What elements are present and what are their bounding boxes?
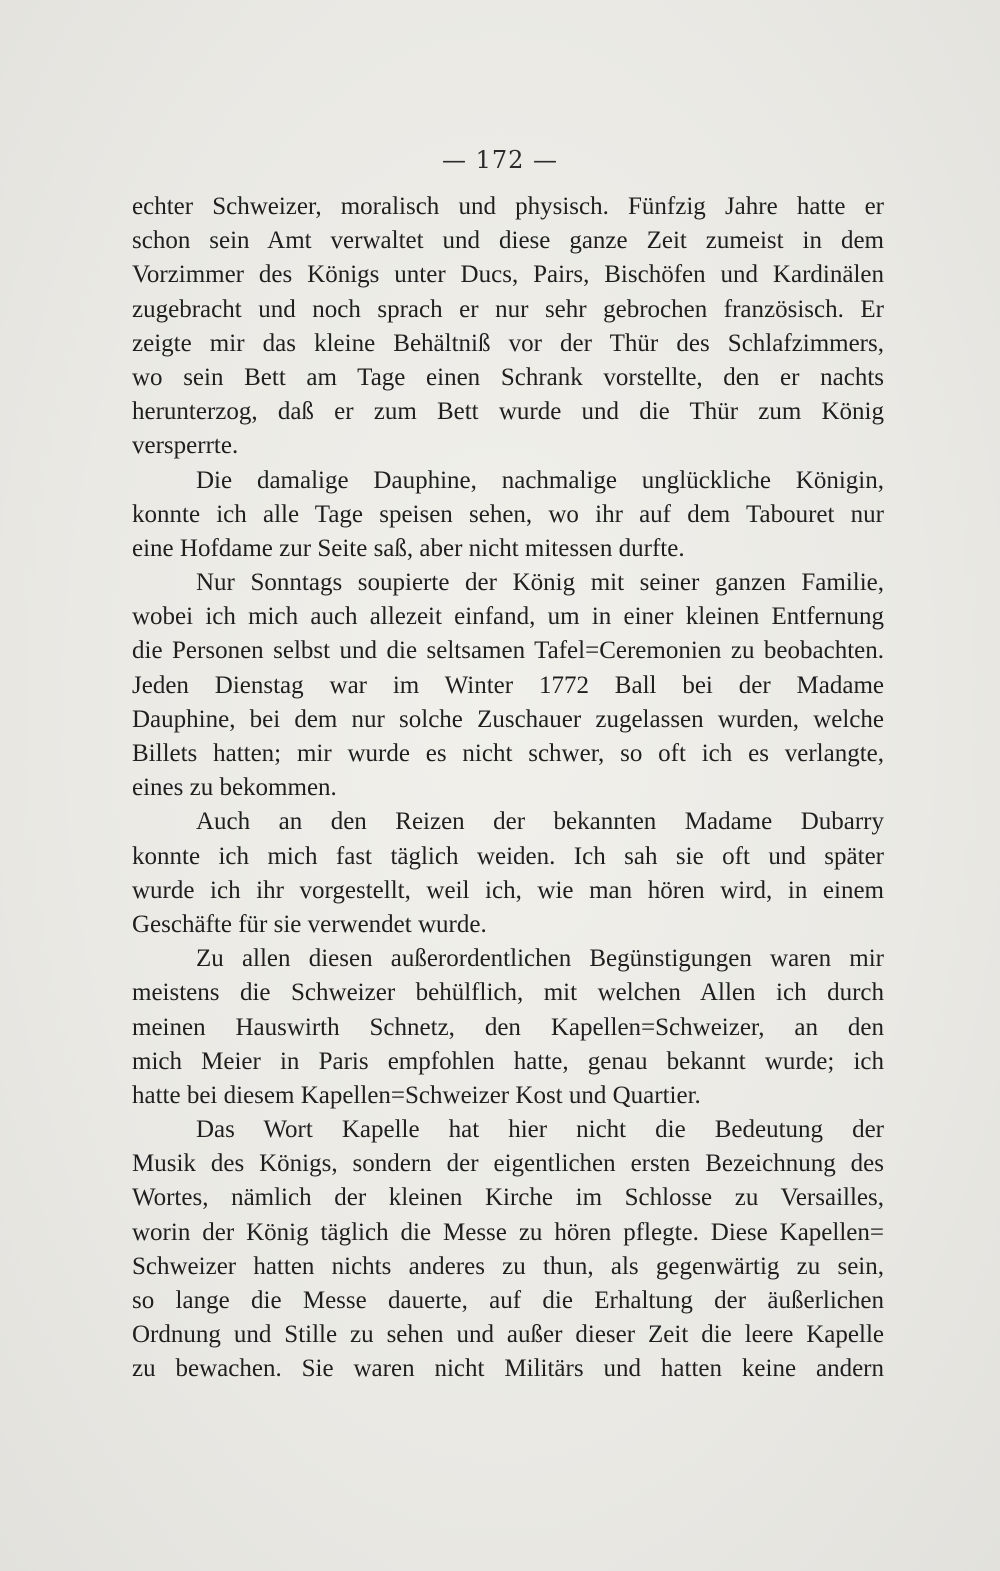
text-line: zugebracht und noch sprach er nur sehr gebrochen französisch. Er [132,295,884,323]
text-line: herunterzog, daß er zum Bett wurde und die Thür zum König [132,398,884,426]
text-line: konnte ich mich fast täglich weiden. Ich sah sie oft und später [132,842,884,870]
text-line: Dauphine, bei dem nur solche Zuschauer zugelassen wurden, welche [132,705,884,733]
text-line: wo sein Bett am Tage einen Schrank vorstellte, den er nachts [132,363,884,391]
text-line: echter Schweizer, moralisch und physisch. Fünfzig Jahre hatte er [132,193,884,220]
text-line: Auch an den Reizen der bekannten Madame Dubarry [196,808,884,836]
text-line: zu bewachen. Sie waren nicht Militärs und hatten keine andern [132,1355,884,1383]
text-line: Ordnung und Stille zu sehen und außer dieser Zeit die leere Kapelle [132,1321,884,1349]
text-line: versperrte. [132,432,239,460]
text-line: mich Meier in Paris empfohlen hatte, genau bekannt wurde; ich [132,1047,884,1075]
text-line: die Personen selbst und die seltsamen Tafel=Ceremonien zu beobachten. [132,637,884,665]
text-line: Musik des Königs, sondern der eigentlichen ersten Bezeichnung des [132,1150,884,1178]
text-line: Wortes, nämlich der kleinen Kirche im Schlosse zu Versailles, [132,1184,884,1212]
text-line: Das Wort Kapelle hat hier nicht die Bedeutung der [196,1116,884,1144]
text-line: Vorzimmer des Königs unter Ducs, Pairs, Bischöfen und Kardinälen [132,261,884,289]
text-line: worin der König täglich die Messe zu hören pflegte. Diese Kapellen= [132,1218,884,1246]
text-line: wobei ich mich auch allezeit einfand, um in einer kleinen Entfernung [132,603,884,631]
text-line: Zu allen diesen außerordentlichen Begünstigungen waren mir [196,945,884,973]
text-line: konnte ich alle Tage speisen sehen, wo ihr auf dem Tabouret nur [132,500,884,528]
text-line: meistens die Schweizer behülflich, mit welchen Allen ich durch [132,979,884,1007]
text-line: eines zu bekommen. [132,774,337,802]
text-line: eine Hofdame zur Seite saß, aber nicht mitessen durfte. [132,534,685,562]
text-line: Schweizer hatten nichts anderes zu thun, als gegenwärtig zu sein, [132,1252,884,1280]
text-line: Die damalige Dauphine, nachmalige unglückliche Königin, [196,466,884,494]
text-line: Geschäfte für sie verwendet wurde. [132,910,487,938]
text-line: schon sein Amt verwaltet und diese ganze Zeit zumeist in dem [132,227,884,255]
text-line: Nur Sonntags soupierte der König mit seiner ganzen Familie, [196,569,884,597]
text-line: zeigte mir das kleine Behältniß vor der Thür des Schlafzimmers, [132,329,884,357]
body-text [132,190,884,1387]
text-line: hatte bei diesem Kapellen=Schweizer Kost und Quartier. [132,1081,701,1109]
text-line: Jeden Dienstag war im Winter 1772 Ball bei der Madame [132,671,884,699]
text-line: so lange die Messe dauerte, auf die Erhaltung der äußerlichen [132,1287,884,1314]
text-line: Billets hatten; mir wurde es nicht schwer, so oft ich es verlangte, [132,740,884,767]
text-line: wurde ich ihr vorgestellt, weil ich, wie man hören wird, in einem [132,876,884,904]
text-line: meinen Hauswirth Schnetz, den Kapellen=Schweizer, an den [132,1013,884,1041]
page-number: — 172 — [441,146,559,174]
